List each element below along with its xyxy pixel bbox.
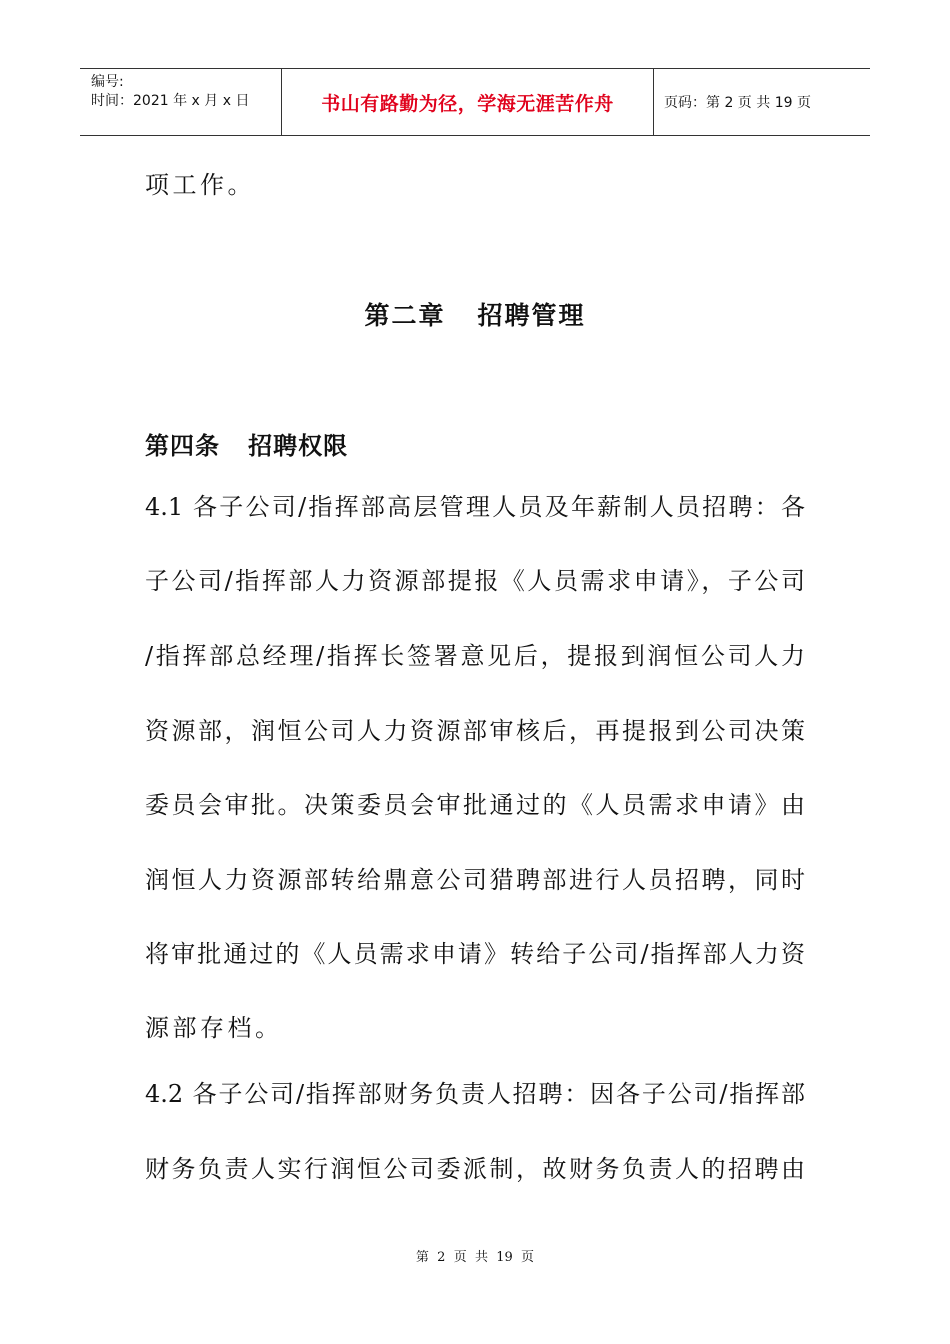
paragraph-line: 润恒人力资源部转给鼎意公司猎聘部进行人员招聘，同时 bbox=[145, 866, 805, 894]
chapter-title: 第二章 招聘管理 bbox=[364, 301, 586, 330]
paragraph-line: 将审批通过的《人员需求申请》转给子公司/指挥部人力资 bbox=[145, 940, 805, 968]
paragraph-line: 4.2 各子公司/指挥部财务负责人招聘：因各子公司/指挥部 bbox=[145, 1080, 805, 1108]
page-footer: 第 2 页 共 19 页 bbox=[415, 1250, 535, 1265]
document-date: 时间：2021 年 x 月 x 日 bbox=[91, 93, 250, 109]
paragraph-line: 源部存档。 bbox=[145, 1014, 283, 1042]
paragraph-line: 子公司/指挥部人力资源部提报《人员需求申请》，子公司 bbox=[145, 567, 805, 595]
article-title: 第四条 招聘权限 bbox=[145, 432, 349, 460]
continuation-line: 项工作。 bbox=[145, 171, 255, 199]
paragraph-line: 委员会审批。决策委员会审批通过的《人员需求申请》由 bbox=[145, 791, 805, 819]
paragraph-line: 4.1 各子公司/指挥部高层管理人员及年薪制人员招聘：各 bbox=[145, 493, 805, 521]
header-page-info: 页码：第 2 页 共 19 页 bbox=[664, 95, 811, 111]
page-header bbox=[80, 68, 870, 136]
header-motto: 书山有路勤为径，学海无涯苦作舟 bbox=[282, 69, 654, 135]
header-meta bbox=[80, 69, 282, 135]
paragraph-line: /指挥部总经理/指挥长签署意见后，提报到润恒公司人力 bbox=[145, 642, 805, 670]
paragraph-line: 财务负责人实行润恒公司委派制，故财务负责人的招聘由 bbox=[145, 1155, 805, 1183]
paragraph-line: 资源部，润恒公司人力资源部审核后，再提报到公司决策 bbox=[145, 717, 805, 745]
document-number-label: 编号: bbox=[91, 74, 124, 90]
